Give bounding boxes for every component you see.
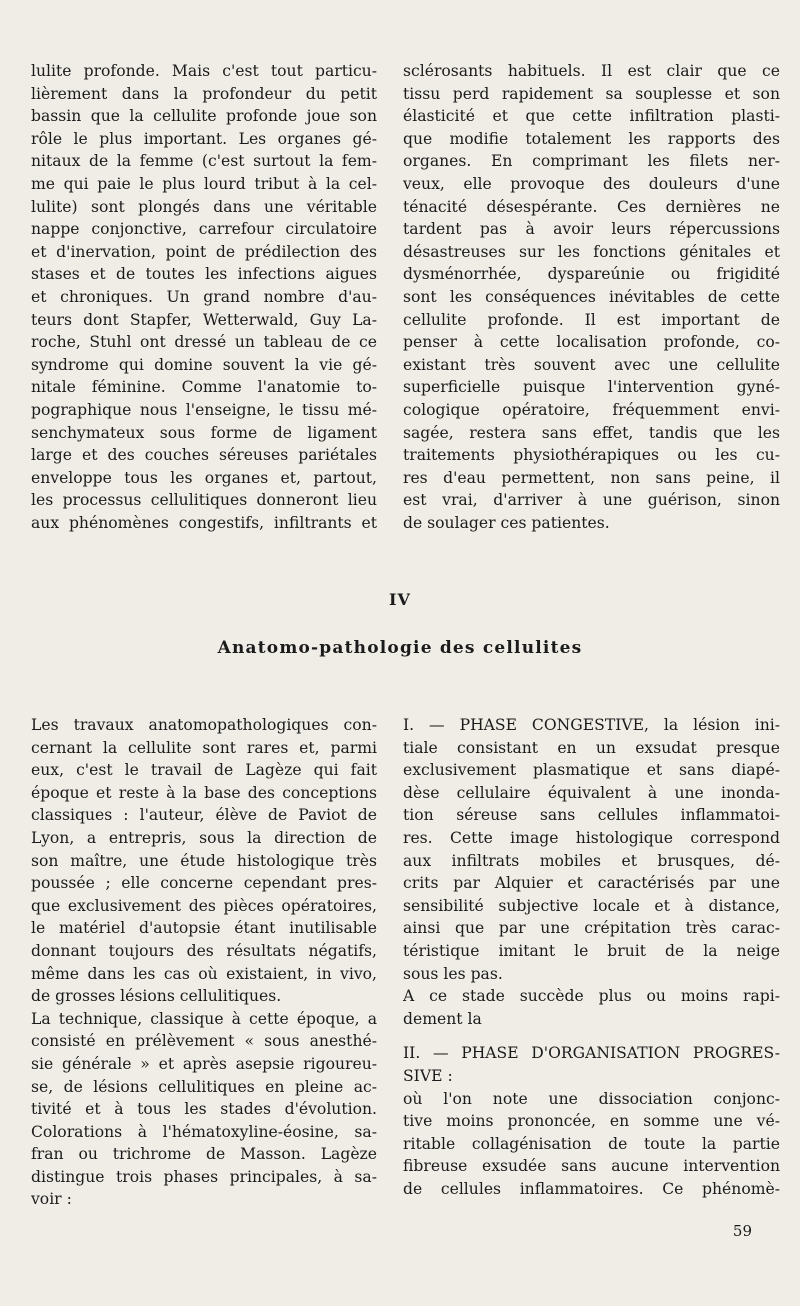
text-line: téristique imitant le bruit de la neige xyxy=(403,941,780,960)
text-line: pographique nous l'enseigne, le tissu mé- xyxy=(31,400,377,419)
text-line: res d'eau permettent, non sans peine, il xyxy=(403,468,780,487)
text-line: sous les pas. xyxy=(403,964,503,983)
text-line: superficielle puisque l'intervention gyné- xyxy=(403,378,780,397)
text-line: cernant la cellulite sont rares et, parmi xyxy=(31,738,377,757)
text-line: époque et reste à la base des conceptions xyxy=(31,783,377,802)
text-line: les processus cellulitiques donneront lieu xyxy=(31,491,377,510)
text-line: élasticité et que cette infiltration plasti- xyxy=(403,107,780,126)
text-line: aux infiltrats mobiles et brusques, dé- xyxy=(403,851,780,870)
text-line: tardent pas à avoir leurs répercussions xyxy=(403,220,780,239)
text-line: large et des couches séreuses pariétales xyxy=(31,446,377,465)
text-line: syndrome qui domine souvent la vie gé- xyxy=(31,355,377,374)
text-line: ténacité désespérante. Ces dernières ne xyxy=(403,197,780,216)
text-line: penser à cette localisation profonde, co- xyxy=(403,333,780,352)
text-line: fibreuse exsudée sans aucune intervention xyxy=(403,1157,780,1176)
text-line: ainsi que par une crépitation très carac- xyxy=(403,919,780,938)
text-line: lulite) sont plongés dans une véritable xyxy=(31,197,377,216)
text-column-top-right xyxy=(403,60,780,534)
text-line: sclérosants habituels. Il est clair que ce xyxy=(403,62,780,80)
text-line: stases et de toutes les infections aigues xyxy=(31,265,377,284)
text-line: SIVE : xyxy=(403,1066,453,1085)
text-line: et chroniques. Un grand nombre d'au- xyxy=(31,287,377,306)
text-line: rôle le plus important. Les organes gé- xyxy=(31,129,377,148)
text-line: se, de lésions cellulitiques en pleine ac- xyxy=(31,1077,377,1096)
text-line: res. Cette image histologique correspond xyxy=(403,828,780,847)
text-line: sont les conséquences inévitables de cette xyxy=(403,287,780,306)
section-title: Anatomo-pathologie des cellulites xyxy=(217,638,583,658)
text-line: veux, elle provoque des douleurs d'une xyxy=(403,174,780,193)
text-line: nitale féminine. Comme l'anatomie to- xyxy=(31,378,377,397)
text-line: nitaux de la femme (c'est surtout la fem- xyxy=(31,152,377,171)
text-line: et d'inervation, point de prédilection des xyxy=(31,242,377,261)
text-line: de grosses lésions cellulitiques. xyxy=(31,987,282,1006)
text-line: eux, c'est le travail de Lagèze qui fait xyxy=(31,761,377,780)
text-line: classiques : l'auteur, élève de Paviot de xyxy=(31,806,377,825)
text-line: consisté en prélèvement « sous anesthé- xyxy=(31,1032,377,1051)
page-number: 59 xyxy=(732,1222,752,1240)
text-line: enveloppe tous les organes et, partout, xyxy=(31,468,377,487)
text-line: sie générale » et après asepsie rigoureu- xyxy=(31,1054,377,1073)
text-line: que modifie totalement les rapports des xyxy=(403,129,780,148)
text-line: Colorations à l'hématoxyline-éosine, sa- xyxy=(31,1122,377,1141)
text-line: de soulager ces patientes. xyxy=(403,513,610,532)
text-line: que exclusivement des pièces opératoires, xyxy=(31,896,377,915)
text-line: me qui paie le plus lourd tribut à la cel- xyxy=(31,174,377,193)
text-line: teurs dont Stapfer, Wetterwald, Guy La- xyxy=(31,310,377,329)
text-line: traitements physiothérapiques ou les cu- xyxy=(403,446,780,465)
text-line: senchymateux sous forme de ligament xyxy=(31,423,377,442)
text-line: II. — PHASE D'ORGANISATION PROGRES- xyxy=(403,1044,780,1063)
text-line: tiale consistant en un exsudat presque xyxy=(403,738,780,757)
paragraph xyxy=(31,1008,377,1211)
text-line: nappe conjonctive, carrefour circulatoire xyxy=(31,220,377,239)
text-line: lièrement dans la profondeur du petit xyxy=(31,84,377,103)
text-line: distingue trois phases principales, à sa- xyxy=(31,1167,377,1186)
text-line: son maître, une étude histologique très xyxy=(31,851,377,870)
text-line: existant très souvent avec une cellulite xyxy=(403,355,780,374)
text-line: le matériel d'autopsie étant inutilisable xyxy=(31,919,377,938)
text-line: tive moins prononcée, en somme une vé- xyxy=(403,1112,780,1131)
text-line: I. — PHASE CONGESTIVE, la lésion ini- xyxy=(403,716,780,734)
paragraph-gap xyxy=(403,1030,780,1042)
text-line: dement la xyxy=(403,1009,482,1028)
text-line: sensibilité subjective locale et à distance, xyxy=(403,896,780,915)
text-line: de cellules inflammatoires. Ce phénomè- xyxy=(403,1179,780,1198)
text-line: même dans les cas où existaient, in vivo, xyxy=(31,964,377,983)
text-line: lulite profonde. Mais c'est tout particu- xyxy=(31,62,377,80)
text-line: exclusivement plasmatique et sans diapé- xyxy=(403,761,780,780)
text-line: cologique opératoire, fréquemment envi- xyxy=(403,400,780,419)
text-column-top-left xyxy=(31,60,377,534)
text-line: ritable collagénisation de toute la partie xyxy=(403,1134,780,1153)
text-line: tivité et à tous les stades d'évolution. xyxy=(31,1100,377,1119)
text-line: voir : xyxy=(31,1190,72,1209)
text-line: sagée, restera sans effet, tandis que les xyxy=(403,423,780,442)
text-column-bottom-left xyxy=(31,714,377,1211)
text-line: bassin que la cellulite profonde joue son xyxy=(31,107,377,126)
text-line: donnant toujours des résultats négatifs, xyxy=(31,941,377,960)
section-number: IV xyxy=(389,590,411,609)
text-line: dysménorrhée, dyspareúnie ou frigidité xyxy=(403,265,780,284)
text-line: crits par Alquier et caractérisés par une xyxy=(403,874,780,893)
text-line: fran ou trichrome de Masson. Lagèze xyxy=(31,1145,377,1164)
text-line: où l'on note une dissociation conjonc- xyxy=(403,1089,780,1108)
text-line: est vrai, d'arriver à une guérison, sinon xyxy=(403,491,780,510)
text-line: cellulite profonde. Il est important de xyxy=(403,310,780,329)
text-line: désastreuses sur les fonctions génitales et xyxy=(403,242,780,261)
text-line: La technique, classique à cette époque, a xyxy=(31,1009,377,1028)
text-line: Lyon, a entrepris, sous la direction de xyxy=(31,828,377,847)
text-line: organes. En comprimant les filets ner- xyxy=(403,152,780,171)
text-line: roche, Stuhl ont dressé un tableau de ce xyxy=(31,333,377,352)
text-line: tion séreuse sans cellules inflammatoi- xyxy=(403,806,780,825)
text-line: aux phénomènes congestifs, infiltrants et xyxy=(31,513,377,532)
text-line: tissu perd rapidement sa souplesse et son xyxy=(403,84,780,103)
text-line: poussée ; elle concerne cependant pres- xyxy=(31,874,377,893)
text-line: A ce stade succède plus ou moins rapi- xyxy=(403,987,780,1006)
text-line: dèse cellulaire équivalent à une inonda- xyxy=(403,783,780,802)
text-line: Les travaux anatomopathologiques con- xyxy=(31,716,377,734)
text-column-bottom-right xyxy=(403,714,780,1200)
